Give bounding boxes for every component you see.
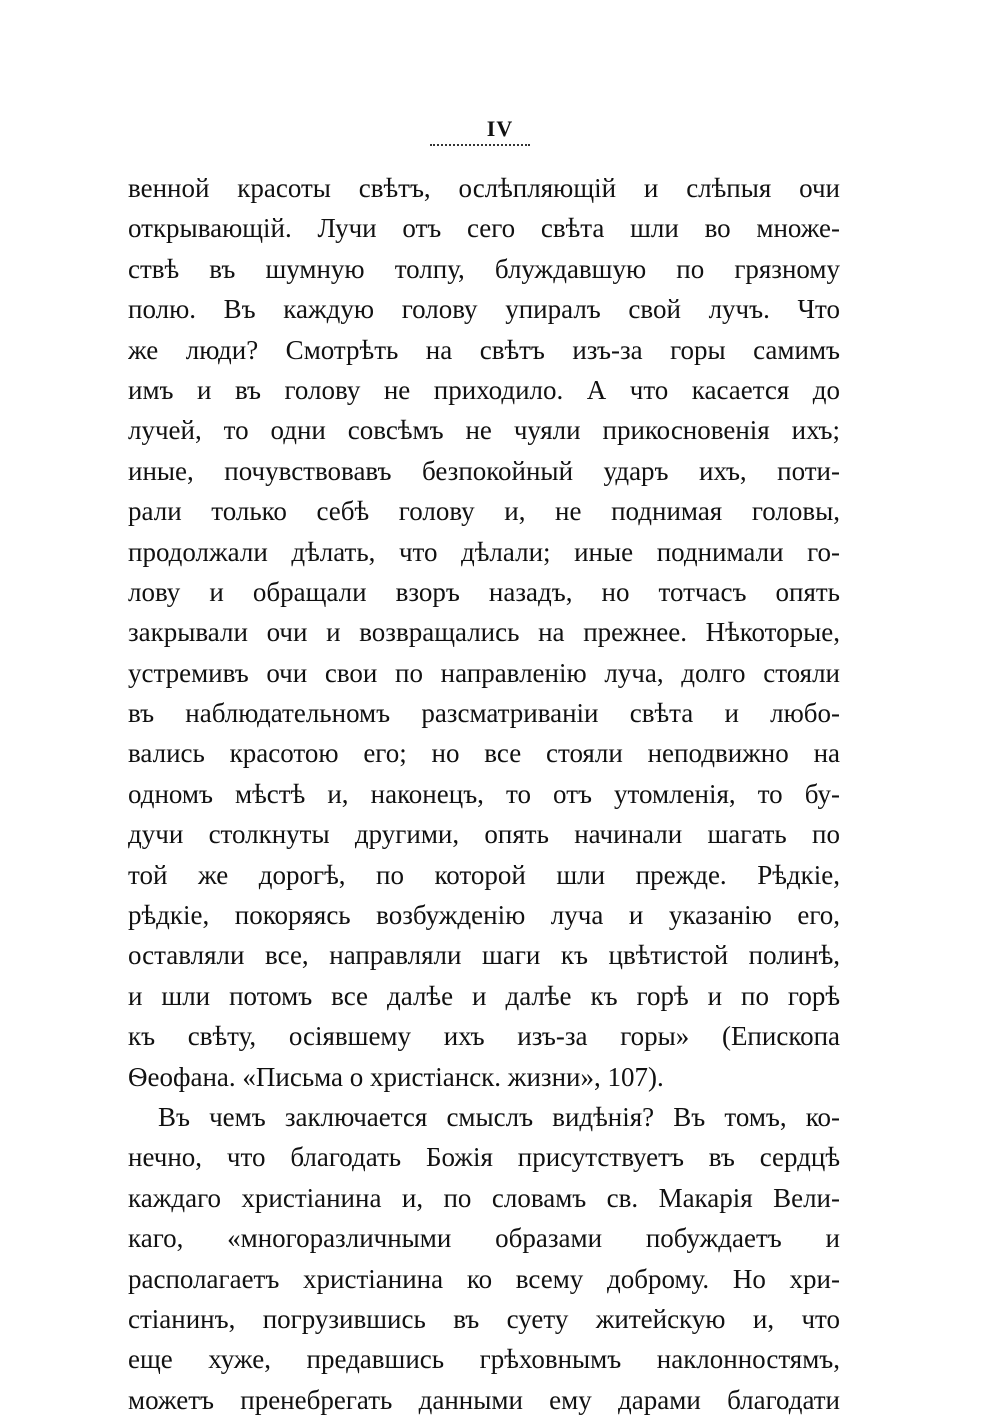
paragraph <box>128 1097 840 1420</box>
text-line: дучи столкнуты другими, опять начинали шагать по <box>128 819 840 850</box>
text-line: каждаго христіанина и, по словамъ св. Макарія Вели- <box>128 1182 840 1213</box>
text-line: одномъ мѣстѣ и, наконецъ, то отъ утомленія, то бу- <box>128 778 840 809</box>
text-line: еще хуже, предавшись грѣховнымъ наклонностямъ, <box>128 1344 840 1375</box>
text-line: вались красотою его; но все стояли неподвижно на <box>128 738 840 769</box>
text-line: ствѣ въ шумную толпу, блуждавшую по грязному <box>128 253 840 284</box>
text-line: закрывали очи и возвращались на прежнее. Нѣкоторые, <box>128 617 840 648</box>
text-line: той же дорогѣ, по которой шли прежде. Рѣдкіе, <box>128 859 840 890</box>
text-line: въ наблюдательномъ разсматриваніи свѣта и любо- <box>128 698 840 729</box>
text-line: продолжали дѣлать, что дѣлали; иные поднимали го- <box>128 536 840 567</box>
text-line: нечно, что благодать Божія присутствуетъ въ сердцѣ <box>128 1142 840 1173</box>
text-line: Въ чемъ заключается смыслъ видѣнія? Въ томъ, ко- <box>158 1101 840 1132</box>
text-line: можетъ пренебрегать данными ему дарами благодати <box>128 1384 840 1415</box>
body-text <box>128 168 840 1420</box>
text-line: полю. Въ каждую голову упиралъ свой лучъ. Что <box>128 294 840 325</box>
text-line: же люди? Смотрѣть на свѣтъ изъ-за горы самимъ <box>128 334 840 365</box>
text-line: каго, «многоразличными образами побуждаетъ и <box>128 1223 840 1254</box>
page-number: IV <box>486 116 514 141</box>
page-number-rule <box>430 144 530 146</box>
text-line: располагаетъ христіанина ко всему доброму. Но хри- <box>128 1263 840 1294</box>
text-line: рѣдкіе, покоряясь возбужденію луча и указанію его, <box>128 900 840 931</box>
text-line: стіанинъ, погрузившись въ суету житейскую и, что <box>128 1303 840 1334</box>
text-line: лучей, то одни совсѣмъ не чуяли прикосновенія ихъ; <box>128 415 840 446</box>
paragraph <box>128 168 840 1097</box>
text-line: имъ и въ голову не приходило. А что касается до <box>128 374 840 405</box>
text-line: къ свѣту, осіявшему ихъ изъ-за горы» (Епископа <box>128 1021 840 1052</box>
text-line: открывающій. Лучи отъ сего свѣта шли во множе- <box>128 213 840 244</box>
text-line: иные, почувствовавъ безпокойный ударъ ихъ, поти- <box>128 455 840 486</box>
text-line: рали только себѣ голову и, не поднимая головы, <box>128 496 840 527</box>
text-line: и шли потомъ все далѣе и далѣе къ горѣ и по горѣ <box>128 980 840 1011</box>
text-line: венной красоты свѣтъ, ослѣпляющій и слѣпыя очи <box>128 173 840 203</box>
text-line: устремивъ очи свои по направленію луча, долго стояли <box>128 657 840 688</box>
text-line: оставляли все, направляли шаги къ цвѣтистой полинѣ, <box>128 940 840 971</box>
text-line: Ѳеофана. «Письма о христіанск. жизни», 107). <box>128 1061 664 1092</box>
text-line: лову и обращали взоръ назадъ, но тотчасъ опять <box>128 576 840 607</box>
